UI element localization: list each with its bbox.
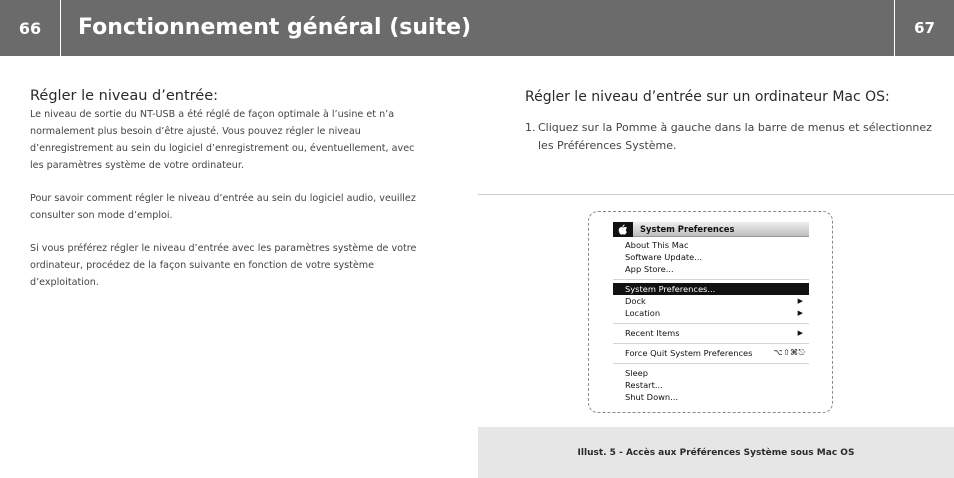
figure-caption: Illust. 5 - Accès aux Préférences Système sous Mac OS — [577, 447, 855, 458]
apple-logo-icon — [618, 224, 628, 235]
figure-caption-box — [478, 427, 954, 478]
menu-item-dock[interactable] — [613, 295, 809, 307]
menu-bar-app-name: System Preferences — [640, 224, 735, 234]
menu-item-restart[interactable] — [613, 379, 809, 391]
page-number-right: 67 — [914, 19, 935, 37]
menu-item-label: System Preferences... — [625, 284, 716, 294]
mac-menu-bar — [613, 222, 809, 237]
paragraph-system-level: Si vous préférez régler le niveau d’entrée avec les paramètres système de votre ordinateur, procédez de la façon suivante en fonction de votre système d’exploitation. — [30, 243, 417, 288]
menu-item-about-this-mac[interactable] — [613, 239, 809, 251]
apple-menu-button[interactable] — [613, 222, 633, 237]
paragraph-software-level: Pour savoir comment régler le niveau d’entrée au sein du logiciel audio, veuillez consulter son mode d’emploi. — [30, 193, 416, 221]
keyboard-shortcut: ⌥⇧⌘⎋ — [773, 348, 805, 357]
menu-separator — [613, 343, 809, 344]
menu-item-label: Location — [625, 308, 661, 318]
apple-menu-screenshot — [588, 211, 833, 413]
header-divider-left — [60, 0, 61, 56]
menu-item-label: Recent Items — [625, 328, 680, 338]
section-divider — [478, 194, 954, 195]
menu-item-location[interactable] — [613, 307, 809, 319]
section-heading-input-level: Régler le niveau d’entrée: — [30, 88, 219, 104]
menu-item-shut-down[interactable] — [613, 391, 809, 403]
menu-item-recent-items[interactable] — [613, 327, 809, 339]
submenu-arrow-icon: ▶ — [797, 309, 803, 317]
menu-item-label: Restart... — [625, 380, 663, 390]
submenu-arrow-icon: ▶ — [797, 329, 803, 337]
menu-item-label: Software Update... — [625, 252, 703, 262]
menu-item-software-update[interactable] — [613, 251, 809, 263]
menu-item-label: Dock — [625, 296, 646, 306]
step-number: 1. — [525, 121, 536, 134]
steps-list — [525, 119, 935, 154]
menu-item-force-quit[interactable] — [613, 347, 809, 359]
right-column — [525, 89, 935, 154]
step-text: Cliquez sur la Pomme à gauche dans la barre de menus et sélectionnez les Préférences Système. — [538, 121, 932, 152]
page-number-left: 66 — [18, 18, 42, 38]
menu-item-label: Force Quit System Preferences — [625, 348, 753, 358]
menu-item-system-preferences[interactable] — [613, 283, 809, 295]
menu-item-label: Sleep — [625, 368, 649, 378]
submenu-arrow-icon: ▶ — [797, 297, 803, 305]
menu-item-label: App Store... — [625, 264, 674, 274]
menu-item-sleep[interactable] — [613, 367, 809, 379]
left-column — [30, 88, 430, 307]
menu-item-label: About This Mac — [625, 240, 689, 250]
step-item — [525, 119, 935, 154]
menu-item-label: Shut Down... — [625, 392, 679, 402]
menu-separator — [613, 323, 809, 324]
page-title: Fonctionnement général (suite) — [78, 15, 472, 40]
menu-separator — [613, 279, 809, 280]
menu-item-app-store[interactable] — [613, 263, 809, 275]
menu-separator — [613, 363, 809, 364]
section-heading-mac-os: Régler le niveau d’entrée sur un ordinateur Mac OS: — [525, 89, 890, 105]
paragraph-factory-level: Le niveau de sortie du NT-USB a été réglé de façon optimale à l’usine et n’a normalement plus besoin d’être ajusté. Vous pouvez régler le niveau d’enregistrement au sein du logiciel d’enregistrement ou, éventuellement, avec les paramètres système de votre ordinateur. — [30, 109, 415, 171]
page-header — [0, 0, 954, 56]
